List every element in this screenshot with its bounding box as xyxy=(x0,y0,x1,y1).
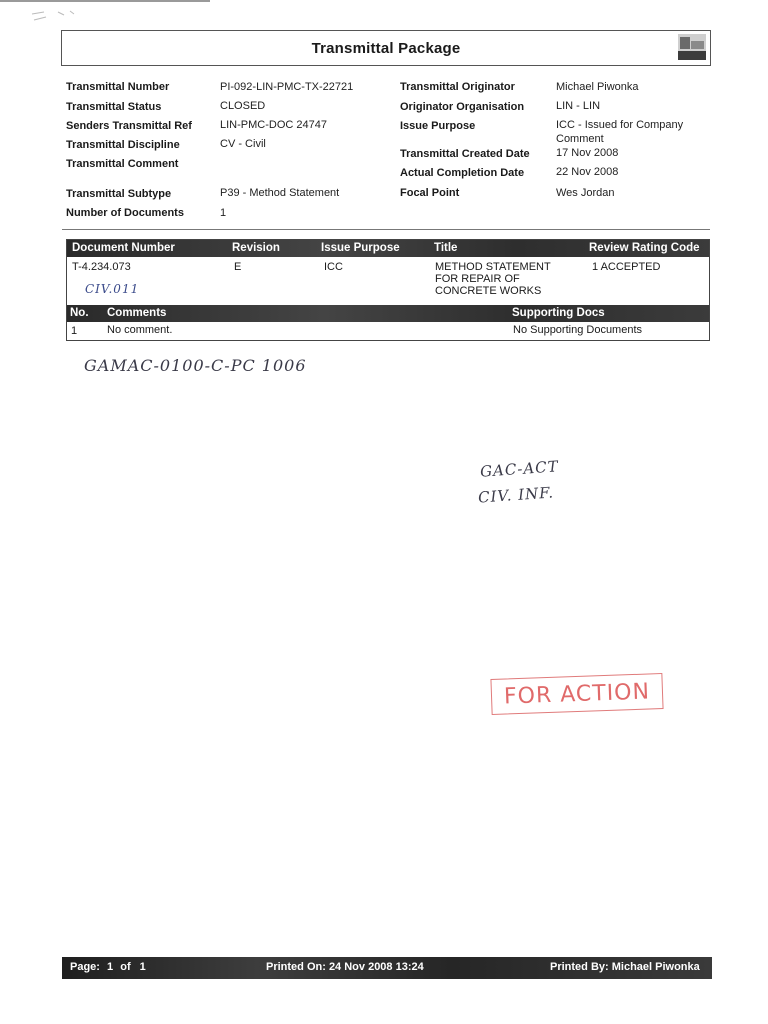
subtype-label: Transmittal Subtype xyxy=(66,188,172,200)
transmittal-number-row xyxy=(66,80,169,96)
supporting-docs-cell: No Supporting Documents xyxy=(513,324,643,336)
originator-label: Transmittal Originator xyxy=(400,81,515,93)
page-indicator xyxy=(70,961,146,973)
col-no: No. xyxy=(70,307,89,319)
col-comments: Comments xyxy=(107,307,167,319)
issue-purpose-label: Issue Purpose xyxy=(400,120,476,132)
page-total: 1 xyxy=(139,961,146,973)
transmittal-status-value: CLOSED xyxy=(220,100,266,112)
printed-on: Printed On: 24 Nov 2008 13:24 xyxy=(266,961,424,973)
completion-date-value: 22 Nov 2008 xyxy=(556,166,619,178)
title-line: METHOD STATEMENT xyxy=(435,261,551,273)
col-title: Title xyxy=(434,242,458,254)
handwritten-reference: GAMAC-0100-C-PC 1006 xyxy=(84,356,307,375)
discipline-label: Transmittal Discipline xyxy=(66,139,180,151)
comments-header-bar xyxy=(67,305,709,322)
focal-point-label: Focal Point xyxy=(400,187,460,199)
created-date-value: 17 Nov 2008 xyxy=(556,147,619,159)
comment-text-cell: No comment. xyxy=(107,324,173,336)
review-rating-cell: 1 ACCEPTED xyxy=(592,261,661,273)
col-review-rating-code: Review Rating Code xyxy=(589,242,700,254)
discipline-value: CV - Civil xyxy=(220,138,266,150)
scribble-mark xyxy=(30,6,80,26)
title-box xyxy=(61,30,711,66)
revision-cell: E xyxy=(234,261,242,273)
transmittal-number-value: PI-092-LIN-PMC-TX-22721 xyxy=(220,81,354,93)
scan-edge-line xyxy=(0,0,210,2)
for-action-stamp: FOR ACTION xyxy=(490,673,663,715)
col-supporting-docs: Supporting Docs xyxy=(512,307,605,319)
page-label: Page: xyxy=(70,961,100,973)
nexus-logo-icon xyxy=(678,34,706,60)
page-footer xyxy=(62,957,712,979)
printed-by: Printed By: Michael Piwonka xyxy=(550,961,700,973)
title-cell xyxy=(435,261,551,297)
page-title: Transmittal Package xyxy=(311,39,461,57)
originator-org-value: LIN - LIN xyxy=(556,100,601,112)
col-issue-purpose: Issue Purpose xyxy=(321,242,400,254)
handwritten-note-line1: GAC-ACT xyxy=(479,457,560,481)
documents-header-bar xyxy=(67,240,709,257)
field-label: Transmittal Number xyxy=(66,81,170,93)
transmittal-comment-label: Transmittal Comment xyxy=(66,158,179,170)
senders-ref-label: Senders Transmittal Ref xyxy=(66,120,192,132)
page-current: 1 xyxy=(107,961,114,973)
transmittal-status-label: Transmittal Status xyxy=(66,101,162,113)
title-line: CONCRETE WORKS xyxy=(435,285,542,297)
documents-table xyxy=(66,239,710,341)
originator-value: Michael Piwonka xyxy=(556,81,639,93)
issue-purpose-cell: ICC xyxy=(324,261,343,273)
number-of-documents-value: 1 xyxy=(220,207,227,219)
col-document-number: Document Number xyxy=(72,242,175,254)
page-of: of xyxy=(120,961,131,973)
focal-point-value: Wes Jordan xyxy=(556,187,615,199)
created-date-label: Transmittal Created Date xyxy=(400,148,530,160)
number-of-documents-label: Number of Documents xyxy=(66,207,184,219)
issue-purpose-value: ICC - Issued for Company Comment xyxy=(556,119,684,145)
originator-org-label: Originator Organisation xyxy=(400,101,525,113)
title-line: FOR REPAIR OF xyxy=(435,273,520,285)
comment-no-cell: 1 xyxy=(71,325,78,337)
completion-date-label: Actual Completion Date xyxy=(400,167,525,179)
section-divider xyxy=(62,229,710,230)
col-revision: Revision xyxy=(232,242,280,254)
handwritten-note-line2: CIV. INF. xyxy=(477,483,555,507)
subtype-value: P39 - Method Statement xyxy=(220,187,340,199)
senders-ref-value: LIN-PMC-DOC 24747 xyxy=(220,119,327,131)
handwritten-doc-note: CIV.011 xyxy=(85,282,140,296)
document-number-cell: T-4.234.073 xyxy=(72,261,131,273)
